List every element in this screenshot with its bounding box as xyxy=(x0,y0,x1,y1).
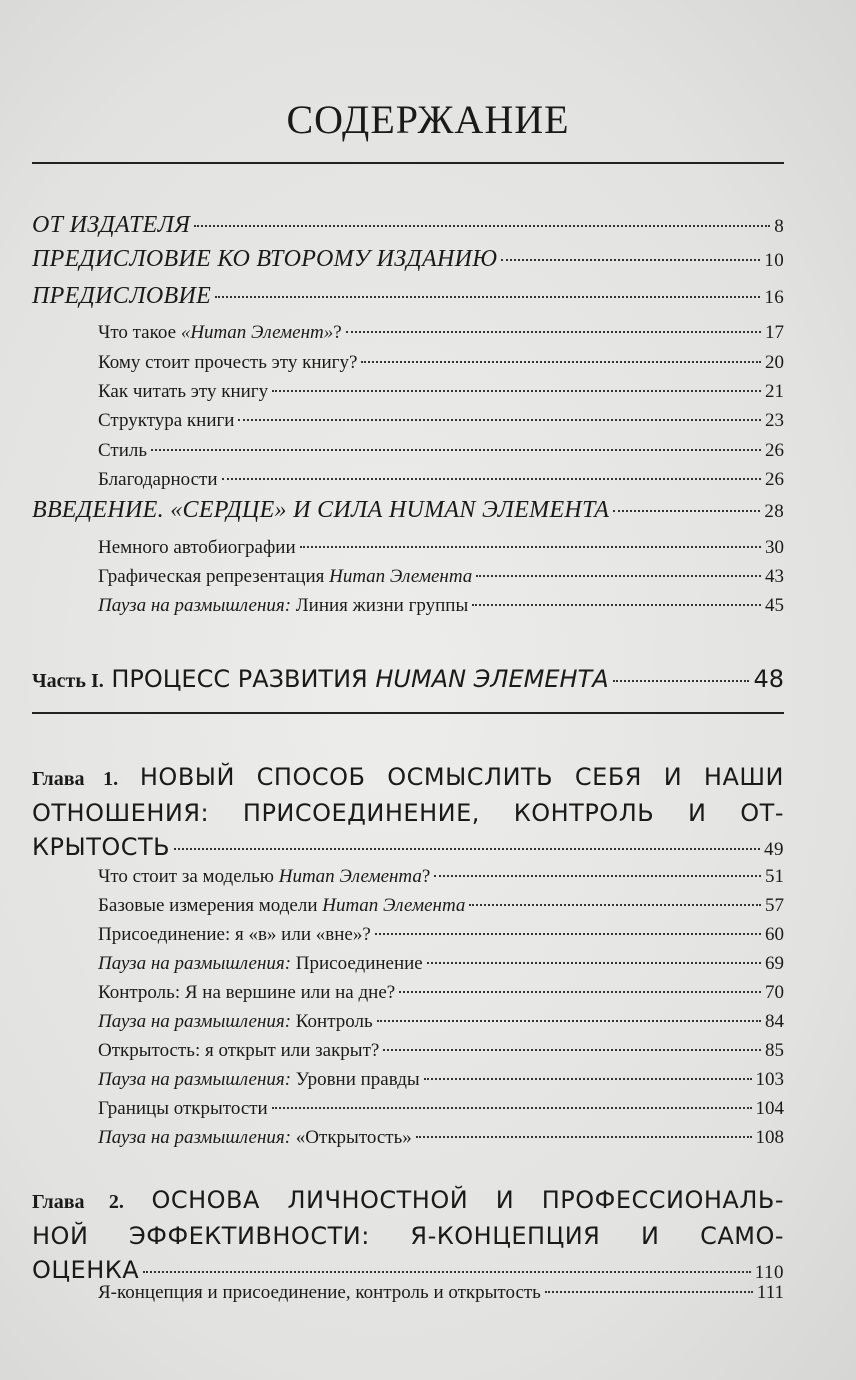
leader-dots xyxy=(215,296,760,298)
leader-dots xyxy=(238,419,761,421)
leader-dots xyxy=(434,875,761,877)
toc-subentry: Пауза на размышления: «Открытость» 108 xyxy=(98,1127,784,1148)
toc-subentry: Пауза на размышления: Присоединение 69 xyxy=(98,953,784,974)
divider-part xyxy=(32,712,784,714)
toc-subentry: Что стоит за моделью Human Элемента? 51 xyxy=(98,866,784,887)
toc-entry-preface-2nd: ПРЕДИСЛОВИЕ КО ВТОРОМУ ИЗДАНИЮ 10 xyxy=(32,246,784,272)
toc-subentry: Пауза на размышления: Контроль 84 xyxy=(98,1011,784,1032)
toc-subentry: Пауза на размышления: Линия жизни группы 45 xyxy=(98,595,784,616)
leader-dots xyxy=(143,1271,751,1273)
leader-dots xyxy=(375,933,761,935)
toc-subentry: Как читать эту книгу 21 xyxy=(98,381,784,402)
toc-entry-publisher: ОТ ИЗДАТЕЛЯ 8 xyxy=(32,212,784,238)
leader-dots xyxy=(222,478,762,480)
leader-dots xyxy=(361,361,761,363)
toc-subentry: Пауза на размышления: Уровни правды 103 xyxy=(98,1069,784,1090)
leader-dots xyxy=(151,449,761,451)
toc-subentry: Базовые измерения модели Human Элемента 57 xyxy=(98,895,784,916)
toc-subentry: Присоединение: я «в» или «вне»? 60 xyxy=(98,924,784,945)
toc-entry-preface: ПРЕДИСЛОВИЕ 16 xyxy=(32,283,784,309)
leader-dots xyxy=(613,510,760,512)
toc-subentry: Контроль: Я на вершине или на дне? 70 xyxy=(98,982,784,1003)
leader-dots xyxy=(383,1049,761,1051)
divider-top xyxy=(32,162,784,164)
toc-entry-part-1: Часть I. ПРОЦЕСС РАЗВИТИЯ HUMAN ЭЛЕМЕНТА 48 xyxy=(32,665,784,693)
leader-dots xyxy=(472,604,761,606)
leader-dots xyxy=(377,1020,761,1022)
toc-subentry: Границы открытости 104 xyxy=(98,1098,784,1119)
toc-subentry: Открытость: я открыт или закрыт? 85 xyxy=(98,1040,784,1061)
chapter-1-last-line: КРЫТОСТЬ 49 xyxy=(32,833,784,861)
toc-entry-chapter-1: Глава 1. НОВЫЙ СПОСОБ ОСМЫСЛИТЬ СЕБЯ И НАШИ ОТНОШЕНИЯ: ПРИСОЕДИНЕНИЕ, КОНТРОЛЬ И ОТ- КРЫТОСТЬ 49 xyxy=(32,760,784,867)
toc-subentry: Что такое «Human Элемент»? 17 xyxy=(98,322,784,343)
leader-dots xyxy=(272,390,761,392)
leader-dots xyxy=(174,848,760,850)
leader-dots xyxy=(272,1107,752,1109)
leader-dots xyxy=(416,1136,752,1138)
leader-dots xyxy=(476,575,761,577)
leader-dots xyxy=(194,225,770,227)
toc-entry-chapter-2: Глава 2. ОСНОВА ЛИЧНОСТНОЙ И ПРОФЕССИОНАЛЬ- НОЙ ЭФФЕКТИВНОСТИ: Я-КОНЦЕПЦИЯ И САМО- ОЦЕНКА 110 xyxy=(32,1183,784,1290)
toc-subentry: Графическая репрезентация Human Элемента 43 xyxy=(98,566,784,587)
page-title: СОДЕРЖАНИЕ xyxy=(286,97,570,142)
toc-subentry: Немного автобиографии 30 xyxy=(98,537,784,558)
leader-dots xyxy=(545,1291,753,1293)
toc-subentry: Я-концепция и присоединение, контроль и открытость 111 xyxy=(98,1282,784,1303)
leader-dots xyxy=(613,680,750,682)
toc-subentry: Благодарности 26 xyxy=(98,469,784,490)
toc-entry-introduction: ВВЕДЕНИЕ. «СЕРДЦЕ» И СИЛА HUMAN ЭЛЕМЕНТА 28 xyxy=(32,497,784,523)
leader-dots xyxy=(501,259,760,261)
leader-dots xyxy=(424,1078,752,1080)
leader-dots xyxy=(427,962,761,964)
toc-subentry: Структура книги 23 xyxy=(98,410,784,431)
leader-dots xyxy=(399,991,761,993)
leader-dots xyxy=(469,904,761,906)
toc-subentry: Стиль 26 xyxy=(98,440,784,461)
chapter-2-last-line: ОЦЕНКА 110 xyxy=(32,1256,784,1284)
leader-dots xyxy=(346,331,761,333)
leader-dots xyxy=(300,546,761,548)
toc-subentry: Кому стоит прочесть эту книгу? 20 xyxy=(98,352,784,373)
